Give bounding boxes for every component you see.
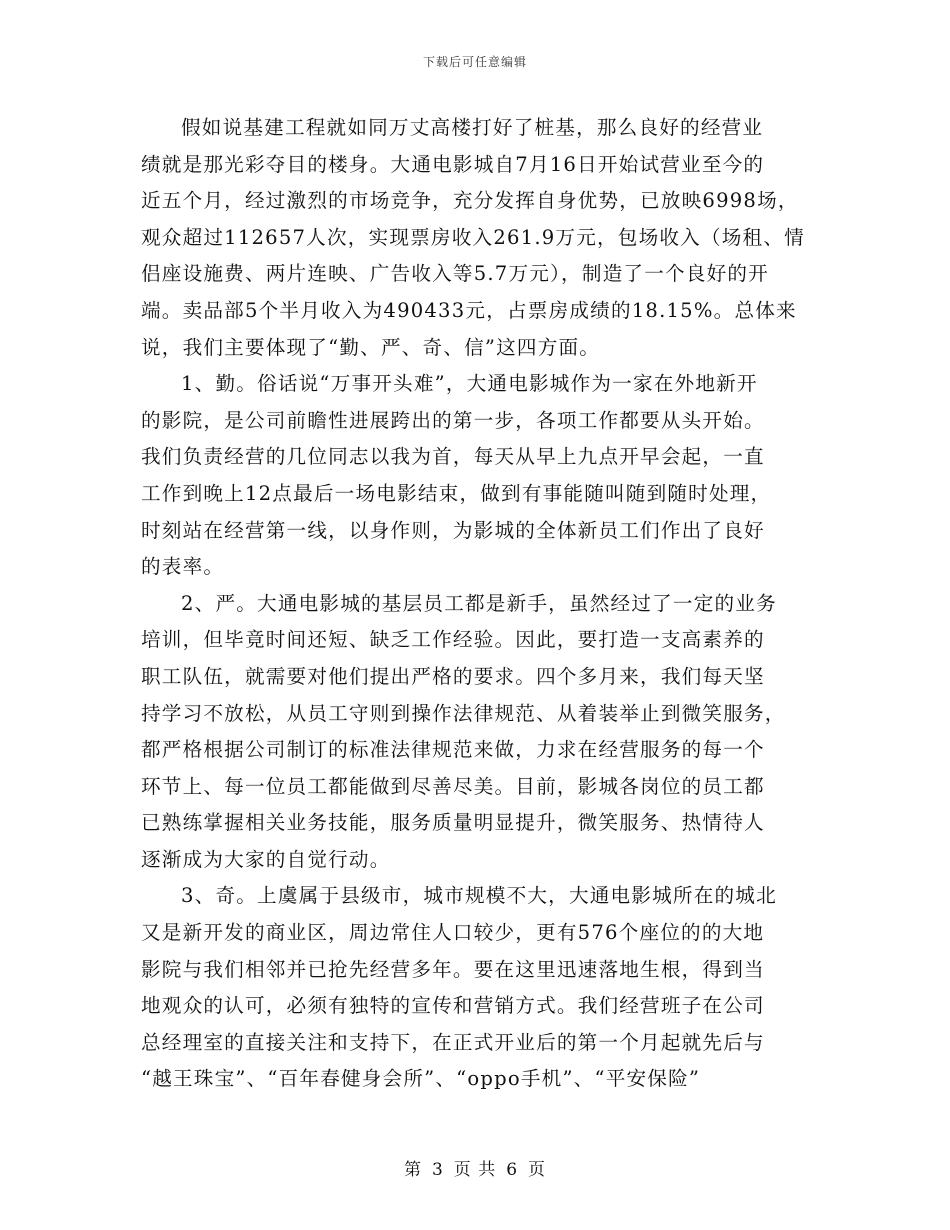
paragraph-3-line-2: 培训，但毕竟时间还短、缺乏工作经验。因此，要打造一支高素养的 <box>141 628 765 652</box>
paragraph-2-line-1: 1、勤。俗话说“万事开头难”，大通电影城作为一家在外地新开 <box>181 372 758 396</box>
footer-total-pages: 6 <box>506 1160 519 1180</box>
paragraph-3-line-1: 2、严。大通电影城的基层员工都是新手，虽然经过了一定的业务 <box>181 591 777 615</box>
paragraph-1-line-6: 端。卖品部5个半月收入为490433元，占票房成绩的18.15%。总体来 <box>141 298 797 322</box>
page-footer <box>0 1155 950 1180</box>
footer-suffix: 页 <box>528 1160 547 1180</box>
footer-middle: 页 共 <box>453 1160 497 1180</box>
paragraph-1-line-4: 观众超过112657人次，实现票房收入261.9万元，包场收入（场租、情 <box>141 225 805 249</box>
paragraph-1-line-5: 侣座设施费、两片连映、广告收入等5.7万元），制造了一个良好的开 <box>141 262 769 286</box>
paragraph-2-line-5: 时刻站在经营第一线，以身作则，为影城的全体新员工们作出了良好 <box>141 518 765 542</box>
paragraph-4-line-5: 总经理室的直接关注和支持下，在正式开业后的第一个月起就先后与 <box>141 1030 765 1054</box>
paragraph-1-line-7: 说，我们主要体现了“勤、严、奇、信”这四方面。 <box>141 335 601 359</box>
paragraph-3-line-6: 环节上、每一位员工都能做到尽善尽美。目前，影城各岗位的员工都 <box>141 774 765 798</box>
footer-prefix: 第 <box>403 1160 422 1180</box>
body-text <box>141 110 813 1098</box>
paragraph-2-line-4: 工作到晚上12点最后一场电影结束，做到有事能随叫随到随时处理， <box>141 481 772 505</box>
paragraph-3-line-3: 职工队伍，就需要对他们提出严格的要求。四个多月来，我们每天坚 <box>141 664 765 688</box>
paragraph-3-line-4: 持学习不放松，从员工守则到操作法律规范、从着装举止到微笑服务， <box>141 701 786 725</box>
paragraph-4-line-1: 3、奇。上虞属于县级市，城市规模不大，大通电影城所在的城北 <box>181 884 777 908</box>
paragraph-4-line-4: 地观众的认可，必须有独特的宣传和营销方式。我们经营班子在公司 <box>141 994 765 1018</box>
paragraph-3-line-8: 逐渐成为大家的自觉行动。 <box>141 847 391 871</box>
paragraph-2-line-6: 的表率。 <box>141 555 225 579</box>
paragraph-4-line-6: “越王珠宝”、“百年春健身会所”、“oppo手机”、“平安保险” <box>141 1067 701 1091</box>
paragraph-1-line-2: 绩就是那光彩夺目的楼身。大通电影城自7月16日开始试营业至今的 <box>141 152 765 176</box>
footer-page-number: 3 <box>431 1160 444 1180</box>
paragraph-3-line-5: 都严格根据公司制订的标准法律规范来做，力求在经营服务的每一个 <box>141 738 765 762</box>
paragraph-2-line-3: 我们负责经营的几位同志以我为首，每天从早上九点开早会起，一直 <box>141 445 765 469</box>
paragraph-4-line-3: 影院与我们相邻并已抢先经营多年。要在这里迅速落地生根，得到当 <box>141 957 765 981</box>
paragraph-3-line-7: 已熟练掌握相关业务技能，服务质量明显提升，微笑服务、热情待人 <box>141 811 765 835</box>
paragraph-2-line-2: 的影院，是公司前瞻性进展跨出的第一步，各项工作都要从头开始。 <box>141 408 765 432</box>
paragraph-4-line-2: 又是新开发的商业区，周边常住人口较少，更有576个座位的的大地 <box>141 921 765 945</box>
page-header: 下载后可任意编辑 <box>422 55 527 69</box>
paragraph-1-line-1: 假如说基建工程就如同万丈高楼打好了桩基，那么良好的经营业 <box>181 116 764 139</box>
paragraph-1-line-3: 近五个月，经过激烈的市场竞争，充分发挥自身优势，已放映6998场， <box>141 189 799 213</box>
